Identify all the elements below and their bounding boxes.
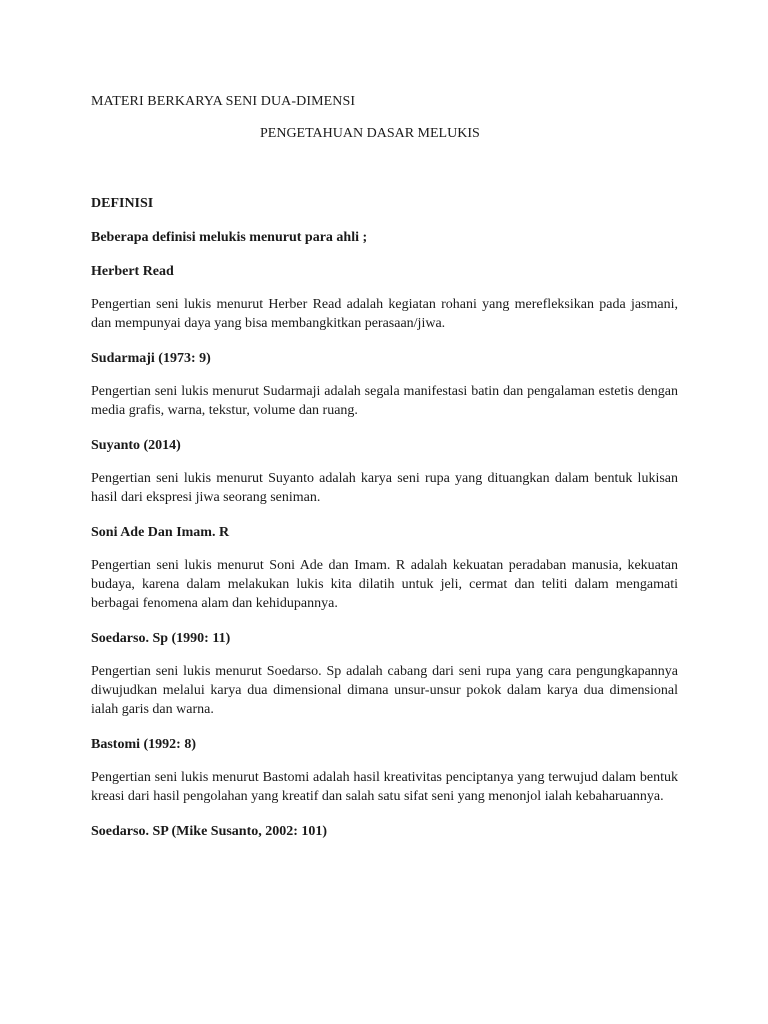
document-content bbox=[91, 92, 678, 842]
document-subtitle: PENGETAHUAN DASAR MELUKIS bbox=[260, 126, 480, 141]
entry-soni-ade-imam bbox=[91, 523, 678, 613]
entry-heading: Bastomi (1992: 8) bbox=[91, 737, 196, 752]
entry-heading: Soedarso. SP (Mike Susanto, 2002: 101) bbox=[91, 824, 328, 839]
entry-heading: Soni Ade Dan Imam. R bbox=[91, 525, 230, 540]
entry-text: Pengertian seni lukis menurut Bastomi adalah hasil kreativitas penciptanya yang terwujud dalam bentuk kreasi dari hasil pengolahan yang kreatif dan salah satu sifat seni yang menonjol ialah kebaharuannya. bbox=[91, 770, 678, 804]
entry-heading: Suyanto (2014) bbox=[91, 438, 181, 453]
entry-herbert-read bbox=[91, 262, 678, 333]
entry-bastomi bbox=[91, 735, 678, 806]
entry-heading: Soedarso. Sp (1990: 11) bbox=[91, 631, 231, 646]
intro-heading: Beberapa definisi melukis menurut para ahli ; bbox=[91, 230, 368, 245]
document-title: MATERI BERKARYA SENI DUA-DIMENSI bbox=[91, 94, 356, 109]
section-heading-definisi: DEFINISI bbox=[91, 196, 154, 211]
entry-heading: Herbert Read bbox=[91, 264, 174, 279]
entry-text: Pengertian seni lukis menurut Soedarso. Sp adalah cabang dari seni rupa yang cara pengungkapannya diwujudkan melalui karya dua dimensional dimana unsur-unsur pokok dalam karya dua dimensional ialah garis dan warna. bbox=[91, 664, 678, 717]
entry-text: Pengertian seni lukis menurut Sudarmaji adalah segala manifestasi batin dan pengalaman estetis dengan media grafis, warna, tekstur, volume dan ruang. bbox=[91, 384, 678, 418]
entry-heading: Sudarmaji (1973: 9) bbox=[91, 351, 211, 366]
entry-suyanto bbox=[91, 436, 678, 507]
entry-text: Pengertian seni lukis menurut Herber Read adalah kegiatan rohani yang merefleksikan pada jasmani, dan mempunyai daya yang bisa membangkitkan perasaan/jiwa. bbox=[91, 297, 678, 331]
entry-soedarso-mike-susanto bbox=[91, 822, 678, 842]
entry-sudarmaji bbox=[91, 349, 678, 420]
entry-text: Pengertian seni lukis menurut Suyanto adalah karya seni rupa yang dituangkan dalam bentuk lukisan hasil dari ekspresi jiwa seorang seniman. bbox=[91, 471, 678, 505]
entry-text: Pengertian seni lukis menurut Soni Ade dan Imam. R adalah kekuatan peradaban manusia, kekuatan budaya, karena dalam melakukan lukis kita dilatih untuk jeli, cermat dan teliti dalam mengamati berbagai fenomena alam dan kehidupannya. bbox=[91, 558, 678, 611]
entry-soedarso-1990 bbox=[91, 629, 678, 719]
